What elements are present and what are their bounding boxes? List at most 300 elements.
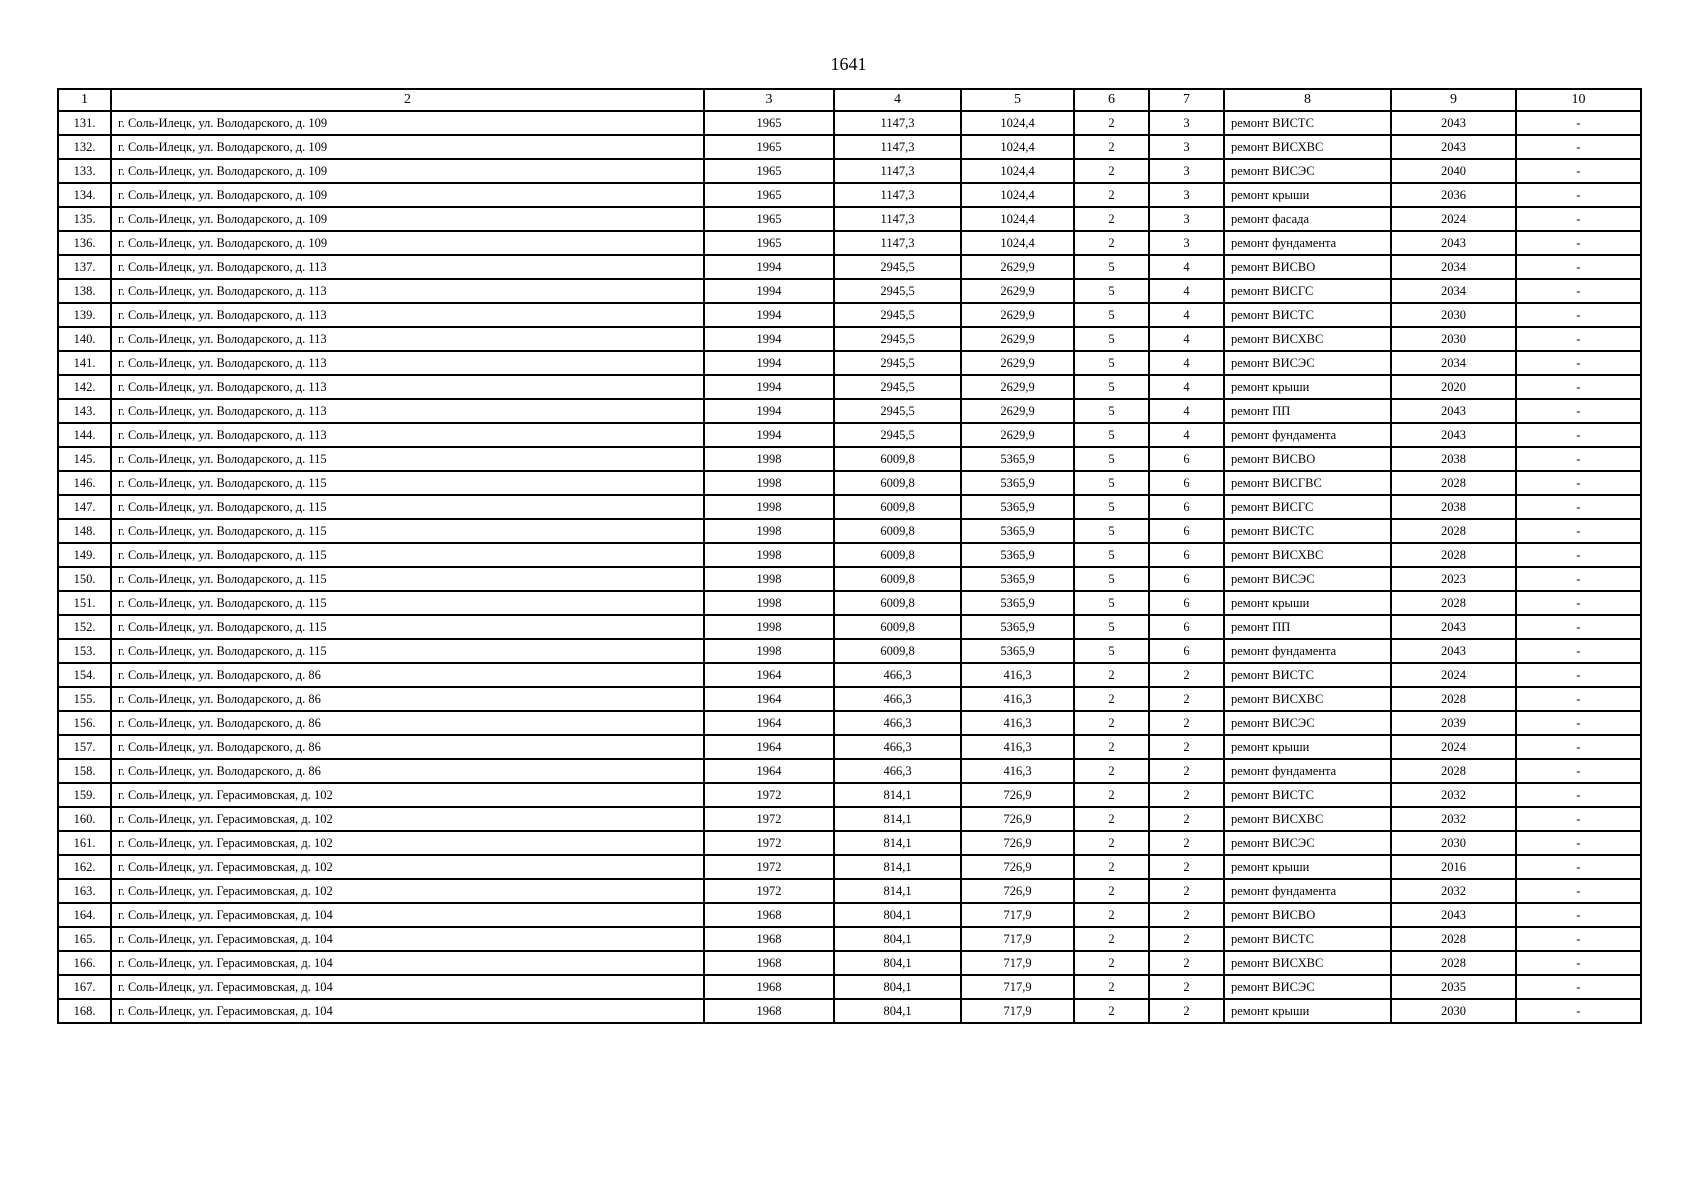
table-row <box>58 711 1641 735</box>
table-cell-col-4: 2945,5 <box>834 423 961 447</box>
table-cell-col-7: 3 <box>1149 207 1224 231</box>
table-cell-col-4: 2945,5 <box>834 399 961 423</box>
table-cell-col-5: 1024,4 <box>961 159 1074 183</box>
table-cell-col-7: 4 <box>1149 279 1224 303</box>
table-cell-col-6: 2 <box>1074 663 1149 687</box>
table-header-row <box>58 89 1641 111</box>
table-cell-col-9: 2032 <box>1391 783 1516 807</box>
table-row <box>58 591 1641 615</box>
table-cell-col-3: 1972 <box>704 807 834 831</box>
table-cell-col-6: 5 <box>1074 471 1149 495</box>
table-cell-col-5: 726,9 <box>961 831 1074 855</box>
table-cell-col-2: г. Соль-Илецк, ул. Герасимовская, д. 102 <box>111 879 704 903</box>
table-cell-col-9: 2016 <box>1391 855 1516 879</box>
table-cell-col-7: 6 <box>1149 471 1224 495</box>
table-cell-col-10: - <box>1516 159 1641 183</box>
table-cell-col-6: 2 <box>1074 999 1149 1023</box>
table-cell-col-4: 814,1 <box>834 831 961 855</box>
table-cell-col-4: 2945,5 <box>834 327 961 351</box>
table-cell-col-1: 163. <box>58 879 111 903</box>
table-cell-col-2: г. Соль-Илецк, ул. Володарского, д. 113 <box>111 327 704 351</box>
table-cell-col-4: 466,3 <box>834 663 961 687</box>
table-cell-col-10: - <box>1516 687 1641 711</box>
table-cell-col-8: ремонт крыши <box>1224 855 1391 879</box>
table-cell-col-6: 5 <box>1074 447 1149 471</box>
table-cell-col-8: ремонт ВИСХВС <box>1224 687 1391 711</box>
table-row <box>58 447 1641 471</box>
table-cell-col-4: 2945,5 <box>834 279 961 303</box>
table-row <box>58 903 1641 927</box>
table-row <box>58 279 1641 303</box>
table-cell-col-3: 1965 <box>704 135 834 159</box>
table-cell-col-5: 2629,9 <box>961 351 1074 375</box>
table-cell-col-2: г. Соль-Илецк, ул. Герасимовская, д. 104 <box>111 975 704 999</box>
table-cell-col-3: 1972 <box>704 831 834 855</box>
table-cell-col-1: 140. <box>58 327 111 351</box>
table-cell-col-2: г. Соль-Илецк, ул. Володарского, д. 115 <box>111 567 704 591</box>
table-cell-col-9: 2030 <box>1391 831 1516 855</box>
table-row <box>58 495 1641 519</box>
table-cell-col-9: 2043 <box>1391 399 1516 423</box>
table-cell-col-8: ремонт ВИСГВС <box>1224 471 1391 495</box>
table-cell-col-10: - <box>1516 951 1641 975</box>
table-cell-col-2: г. Соль-Илецк, ул. Володарского, д. 86 <box>111 687 704 711</box>
table-row <box>58 855 1641 879</box>
table-cell-col-10: - <box>1516 351 1641 375</box>
table-cell-col-9: 2039 <box>1391 711 1516 735</box>
table-cell-col-6: 2 <box>1074 759 1149 783</box>
table-cell-col-10: - <box>1516 735 1641 759</box>
table-cell-col-9: 2036 <box>1391 183 1516 207</box>
table-cell-col-1: 141. <box>58 351 111 375</box>
table-row <box>58 351 1641 375</box>
table-cell-col-10: - <box>1516 399 1641 423</box>
table-cell-col-3: 1965 <box>704 111 834 135</box>
table-cell-col-1: 158. <box>58 759 111 783</box>
table-cell-col-6: 5 <box>1074 615 1149 639</box>
table-cell-col-6: 5 <box>1074 519 1149 543</box>
table-cell-col-2: г. Соль-Илецк, ул. Володарского, д. 86 <box>111 735 704 759</box>
table-cell-col-8: ремонт крыши <box>1224 183 1391 207</box>
table-cell-col-6: 5 <box>1074 495 1149 519</box>
table-cell-col-8: ремонт ВИСТС <box>1224 303 1391 327</box>
table-cell-col-8: ремонт ПП <box>1224 399 1391 423</box>
table-cell-col-4: 1147,3 <box>834 183 961 207</box>
table-cell-col-2: г. Соль-Илецк, ул. Герасимовская, д. 104 <box>111 903 704 927</box>
table-row <box>58 135 1641 159</box>
table-cell-col-1: 156. <box>58 711 111 735</box>
table-cell-col-7: 4 <box>1149 255 1224 279</box>
table-cell-col-10: - <box>1516 279 1641 303</box>
table-cell-col-3: 1994 <box>704 351 834 375</box>
table-cell-col-10: - <box>1516 327 1641 351</box>
table-cell-col-3: 1994 <box>704 255 834 279</box>
table-cell-col-1: 133. <box>58 159 111 183</box>
table-cell-col-4: 6009,8 <box>834 615 961 639</box>
table-cell-col-5: 416,3 <box>961 735 1074 759</box>
table-cell-col-1: 131. <box>58 111 111 135</box>
table-row <box>58 735 1641 759</box>
table-cell-col-8: ремонт ВИСВО <box>1224 903 1391 927</box>
table-cell-col-2: г. Соль-Илецк, ул. Володарского, д. 109 <box>111 159 704 183</box>
table-cell-col-10: - <box>1516 783 1641 807</box>
table-row <box>58 759 1641 783</box>
table-cell-col-5: 2629,9 <box>961 423 1074 447</box>
table-cell-col-6: 2 <box>1074 879 1149 903</box>
table-cell-col-8: ремонт ВИСТС <box>1224 783 1391 807</box>
table-row <box>58 807 1641 831</box>
table-row <box>58 399 1641 423</box>
table-cell-col-3: 1994 <box>704 327 834 351</box>
table-row <box>58 639 1641 663</box>
table-cell-col-7: 2 <box>1149 975 1224 999</box>
table-cell-col-7: 2 <box>1149 903 1224 927</box>
table-cell-col-2: г. Соль-Илецк, ул. Герасимовская, д. 102 <box>111 807 704 831</box>
table-cell-col-10: - <box>1516 231 1641 255</box>
table-cell-col-1: 139. <box>58 303 111 327</box>
table-cell-col-7: 6 <box>1149 591 1224 615</box>
table-cell-col-7: 4 <box>1149 327 1224 351</box>
table-cell-col-4: 2945,5 <box>834 303 961 327</box>
table-cell-col-3: 1968 <box>704 951 834 975</box>
column-header-1: 1 <box>58 89 111 111</box>
table-cell-col-10: - <box>1516 639 1641 663</box>
table-cell-col-5: 2629,9 <box>961 303 1074 327</box>
column-header-8: 8 <box>1224 89 1391 111</box>
table-cell-col-1: 135. <box>58 207 111 231</box>
table-cell-col-3: 1972 <box>704 855 834 879</box>
table-row <box>58 519 1641 543</box>
table-cell-col-8: ремонт ВИСТС <box>1224 927 1391 951</box>
table-cell-col-8: ремонт ВИСХВС <box>1224 807 1391 831</box>
table-cell-col-9: 2032 <box>1391 807 1516 831</box>
table-cell-col-1: 136. <box>58 231 111 255</box>
table-cell-col-4: 6009,8 <box>834 567 961 591</box>
column-header-9: 9 <box>1391 89 1516 111</box>
table-cell-col-5: 5365,9 <box>961 471 1074 495</box>
table-row <box>58 975 1641 999</box>
table-cell-col-6: 5 <box>1074 327 1149 351</box>
table-cell-col-4: 466,3 <box>834 687 961 711</box>
table-cell-col-5: 5365,9 <box>961 519 1074 543</box>
data-table <box>57 88 1642 1024</box>
column-header-10: 10 <box>1516 89 1641 111</box>
table-cell-col-8: ремонт ВИСЭС <box>1224 831 1391 855</box>
table-cell-col-7: 2 <box>1149 735 1224 759</box>
table-cell-col-10: - <box>1516 183 1641 207</box>
table-cell-col-4: 804,1 <box>834 951 961 975</box>
table-cell-col-8: ремонт ВИСХВС <box>1224 135 1391 159</box>
table-cell-col-2: г. Соль-Илецк, ул. Володарского, д. 113 <box>111 399 704 423</box>
table-cell-col-2: г. Соль-Илецк, ул. Володарского, д. 109 <box>111 135 704 159</box>
table-cell-col-4: 2945,5 <box>834 255 961 279</box>
table-cell-col-5: 5365,9 <box>961 639 1074 663</box>
table-cell-col-9: 2028 <box>1391 591 1516 615</box>
table-cell-col-9: 2028 <box>1391 471 1516 495</box>
table-cell-col-3: 1994 <box>704 399 834 423</box>
table-cell-col-1: 142. <box>58 375 111 399</box>
table-cell-col-9: 2038 <box>1391 447 1516 471</box>
table-cell-col-4: 6009,8 <box>834 639 961 663</box>
table-cell-col-1: 161. <box>58 831 111 855</box>
table-cell-col-5: 5365,9 <box>961 615 1074 639</box>
table-cell-col-6: 2 <box>1074 831 1149 855</box>
table-cell-col-9: 2028 <box>1391 951 1516 975</box>
table-cell-col-1: 138. <box>58 279 111 303</box>
table-row <box>58 663 1641 687</box>
table-cell-col-10: - <box>1516 975 1641 999</box>
table-cell-col-7: 6 <box>1149 519 1224 543</box>
table-cell-col-2: г. Соль-Илецк, ул. Володарского, д. 115 <box>111 639 704 663</box>
table-cell-col-8: ремонт крыши <box>1224 735 1391 759</box>
table-cell-col-9: 2028 <box>1391 687 1516 711</box>
table-cell-col-4: 804,1 <box>834 927 961 951</box>
table-cell-col-2: г. Соль-Илецк, ул. Володарского, д. 86 <box>111 663 704 687</box>
table-cell-col-9: 2043 <box>1391 231 1516 255</box>
table-cell-col-5: 2629,9 <box>961 255 1074 279</box>
table-cell-col-5: 5365,9 <box>961 567 1074 591</box>
table-cell-col-2: г. Соль-Илецк, ул. Володарского, д. 113 <box>111 303 704 327</box>
table-cell-col-10: - <box>1516 255 1641 279</box>
table-cell-col-7: 6 <box>1149 543 1224 567</box>
table-cell-col-1: 143. <box>58 399 111 423</box>
table-row <box>58 543 1641 567</box>
table-cell-col-10: - <box>1516 855 1641 879</box>
table-cell-col-5: 2629,9 <box>961 375 1074 399</box>
table-cell-col-8: ремонт ВИСХВС <box>1224 327 1391 351</box>
table-row <box>58 999 1641 1023</box>
table-cell-col-7: 6 <box>1149 615 1224 639</box>
table-cell-col-10: - <box>1516 903 1641 927</box>
table-cell-col-3: 1998 <box>704 495 834 519</box>
table-cell-col-1: 150. <box>58 567 111 591</box>
table-cell-col-8: ремонт ВИСЭС <box>1224 711 1391 735</box>
table-cell-col-3: 1964 <box>704 711 834 735</box>
table-cell-col-4: 2945,5 <box>834 375 961 399</box>
table-cell-col-9: 2020 <box>1391 375 1516 399</box>
table-cell-col-10: - <box>1516 543 1641 567</box>
table-cell-col-6: 2 <box>1074 783 1149 807</box>
table-cell-col-6: 2 <box>1074 735 1149 759</box>
table-cell-col-7: 3 <box>1149 159 1224 183</box>
table-cell-col-5: 726,9 <box>961 879 1074 903</box>
table-cell-col-5: 726,9 <box>961 783 1074 807</box>
table-cell-col-6: 5 <box>1074 639 1149 663</box>
table-cell-col-5: 717,9 <box>961 999 1074 1023</box>
table-cell-col-9: 2024 <box>1391 735 1516 759</box>
table-cell-col-5: 2629,9 <box>961 279 1074 303</box>
table-cell-col-1: 166. <box>58 951 111 975</box>
table-row <box>58 303 1641 327</box>
table-cell-col-1: 152. <box>58 615 111 639</box>
table-cell-col-1: 144. <box>58 423 111 447</box>
table-cell-col-3: 1964 <box>704 687 834 711</box>
table-cell-col-8: ремонт ВИСЭС <box>1224 975 1391 999</box>
table-cell-col-5: 1024,4 <box>961 231 1074 255</box>
table-cell-col-10: - <box>1516 519 1641 543</box>
table-cell-col-7: 4 <box>1149 303 1224 327</box>
table-cell-col-8: ремонт ПП <box>1224 615 1391 639</box>
table-cell-col-10: - <box>1516 303 1641 327</box>
table-cell-col-7: 6 <box>1149 447 1224 471</box>
table-cell-col-5: 726,9 <box>961 807 1074 831</box>
table-cell-col-1: 164. <box>58 903 111 927</box>
table-cell-col-8: ремонт крыши <box>1224 375 1391 399</box>
table-row <box>58 687 1641 711</box>
table-cell-col-5: 717,9 <box>961 903 1074 927</box>
table-cell-col-6: 2 <box>1074 927 1149 951</box>
table-cell-col-9: 2028 <box>1391 543 1516 567</box>
table-cell-col-8: ремонт фундамента <box>1224 759 1391 783</box>
table-cell-col-4: 814,1 <box>834 783 961 807</box>
table-cell-col-10: - <box>1516 663 1641 687</box>
table-cell-col-1: 160. <box>58 807 111 831</box>
table-cell-col-5: 726,9 <box>961 855 1074 879</box>
table-cell-col-7: 3 <box>1149 111 1224 135</box>
table-cell-col-10: - <box>1516 831 1641 855</box>
table-cell-col-2: г. Соль-Илецк, ул. Герасимовская, д. 104 <box>111 999 704 1023</box>
table-cell-col-1: 134. <box>58 183 111 207</box>
table-cell-col-8: ремонт ВИСЭС <box>1224 159 1391 183</box>
table-cell-col-9: 2043 <box>1391 111 1516 135</box>
table-cell-col-6: 5 <box>1074 303 1149 327</box>
table-cell-col-1: 147. <box>58 495 111 519</box>
table-cell-col-10: - <box>1516 879 1641 903</box>
table-cell-col-5: 416,3 <box>961 663 1074 687</box>
table-cell-col-5: 416,3 <box>961 687 1074 711</box>
table-cell-col-6: 2 <box>1074 903 1149 927</box>
table-cell-col-5: 5365,9 <box>961 495 1074 519</box>
table-row <box>58 207 1641 231</box>
table-cell-col-2: г. Соль-Илецк, ул. Герасимовская, д. 102 <box>111 855 704 879</box>
table-cell-col-3: 1994 <box>704 279 834 303</box>
table-cell-col-3: 1968 <box>704 927 834 951</box>
table-cell-col-6: 2 <box>1074 687 1149 711</box>
table-cell-col-2: г. Соль-Илецк, ул. Володарского, д. 113 <box>111 423 704 447</box>
table-cell-col-10: - <box>1516 927 1641 951</box>
table-row <box>58 831 1641 855</box>
table-cell-col-3: 1998 <box>704 471 834 495</box>
table-cell-col-3: 1998 <box>704 519 834 543</box>
column-header-6: 6 <box>1074 89 1149 111</box>
table-cell-col-5: 5365,9 <box>961 543 1074 567</box>
table-cell-col-4: 6009,8 <box>834 447 961 471</box>
table-cell-col-8: ремонт крыши <box>1224 591 1391 615</box>
table-cell-col-3: 1972 <box>704 783 834 807</box>
table-cell-col-9: 2024 <box>1391 207 1516 231</box>
table-cell-col-7: 2 <box>1149 687 1224 711</box>
table-cell-col-7: 2 <box>1149 831 1224 855</box>
table-cell-col-4: 1147,3 <box>834 207 961 231</box>
table-cell-col-3: 1968 <box>704 975 834 999</box>
table-cell-col-3: 1965 <box>704 207 834 231</box>
table-cell-col-10: - <box>1516 615 1641 639</box>
table-cell-col-6: 2 <box>1074 711 1149 735</box>
table-cell-col-9: 2043 <box>1391 639 1516 663</box>
table-cell-col-8: ремонт фундамента <box>1224 231 1391 255</box>
table-cell-col-8: ремонт ВИСЭС <box>1224 351 1391 375</box>
table-cell-col-2: г. Соль-Илецк, ул. Герасимовская, д. 102 <box>111 831 704 855</box>
table-cell-col-8: ремонт фундамента <box>1224 423 1391 447</box>
table-cell-col-4: 1147,3 <box>834 159 961 183</box>
table-cell-col-7: 6 <box>1149 567 1224 591</box>
table-cell-col-8: ремонт ВИСВО <box>1224 447 1391 471</box>
table-cell-col-4: 804,1 <box>834 999 961 1023</box>
column-header-4: 4 <box>834 89 961 111</box>
table-row <box>58 159 1641 183</box>
table-row <box>58 951 1641 975</box>
table-cell-col-9: 2030 <box>1391 303 1516 327</box>
table-cell-col-7: 2 <box>1149 783 1224 807</box>
table-cell-col-2: г. Соль-Илецк, ул. Володарского, д. 113 <box>111 351 704 375</box>
table-row <box>58 183 1641 207</box>
table-cell-col-8: ремонт фундамента <box>1224 639 1391 663</box>
table-cell-col-1: 148. <box>58 519 111 543</box>
table-cell-col-6: 2 <box>1074 951 1149 975</box>
table-cell-col-9: 2028 <box>1391 759 1516 783</box>
table-cell-col-4: 1147,3 <box>834 111 961 135</box>
table-cell-col-5: 1024,4 <box>961 111 1074 135</box>
table-cell-col-10: - <box>1516 759 1641 783</box>
table-cell-col-9: 2032 <box>1391 879 1516 903</box>
table-cell-col-1: 146. <box>58 471 111 495</box>
table-cell-col-1: 137. <box>58 255 111 279</box>
table-cell-col-1: 151. <box>58 591 111 615</box>
table-cell-col-3: 1998 <box>704 447 834 471</box>
table-cell-col-4: 814,1 <box>834 855 961 879</box>
table-cell-col-1: 145. <box>58 447 111 471</box>
table-cell-col-6: 2 <box>1074 207 1149 231</box>
table-cell-col-8: ремонт ВИСТС <box>1224 663 1391 687</box>
table-cell-col-6: 2 <box>1074 159 1149 183</box>
table-cell-col-7: 4 <box>1149 375 1224 399</box>
table-cell-col-3: 1994 <box>704 423 834 447</box>
table-cell-col-5: 1024,4 <box>961 207 1074 231</box>
table-cell-col-4: 6009,8 <box>834 519 961 543</box>
table-cell-col-4: 804,1 <box>834 975 961 999</box>
table-cell-col-3: 1965 <box>704 183 834 207</box>
table-cell-col-2: г. Соль-Илецк, ул. Володарского, д. 109 <box>111 207 704 231</box>
table-cell-col-7: 2 <box>1149 759 1224 783</box>
table-cell-col-5: 1024,4 <box>961 135 1074 159</box>
table-cell-col-3: 1994 <box>704 375 834 399</box>
table-row <box>58 567 1641 591</box>
table-cell-col-7: 4 <box>1149 423 1224 447</box>
table-cell-col-8: ремонт фундамента <box>1224 879 1391 903</box>
table-cell-col-5: 717,9 <box>961 927 1074 951</box>
table-cell-col-10: - <box>1516 999 1641 1023</box>
table-cell-col-9: 2030 <box>1391 999 1516 1023</box>
table-cell-col-1: 162. <box>58 855 111 879</box>
table-cell-col-3: 1965 <box>704 159 834 183</box>
table-cell-col-7: 2 <box>1149 855 1224 879</box>
table-cell-col-10: - <box>1516 423 1641 447</box>
table-cell-col-4: 804,1 <box>834 903 961 927</box>
table-cell-col-8: ремонт ВИСХВС <box>1224 543 1391 567</box>
table-cell-col-6: 5 <box>1074 399 1149 423</box>
table-cell-col-9: 2040 <box>1391 159 1516 183</box>
table-cell-col-1: 167. <box>58 975 111 999</box>
table-cell-col-9: 2043 <box>1391 903 1516 927</box>
table-cell-col-1: 154. <box>58 663 111 687</box>
table-cell-col-2: г. Соль-Илецк, ул. Володарского, д. 86 <box>111 711 704 735</box>
table-cell-col-2: г. Соль-Илецк, ул. Володарского, д. 115 <box>111 543 704 567</box>
table-cell-col-6: 5 <box>1074 567 1149 591</box>
table-cell-col-3: 1998 <box>704 591 834 615</box>
table-row <box>58 471 1641 495</box>
table-cell-col-7: 2 <box>1149 951 1224 975</box>
table-cell-col-8: ремонт ВИСГС <box>1224 279 1391 303</box>
